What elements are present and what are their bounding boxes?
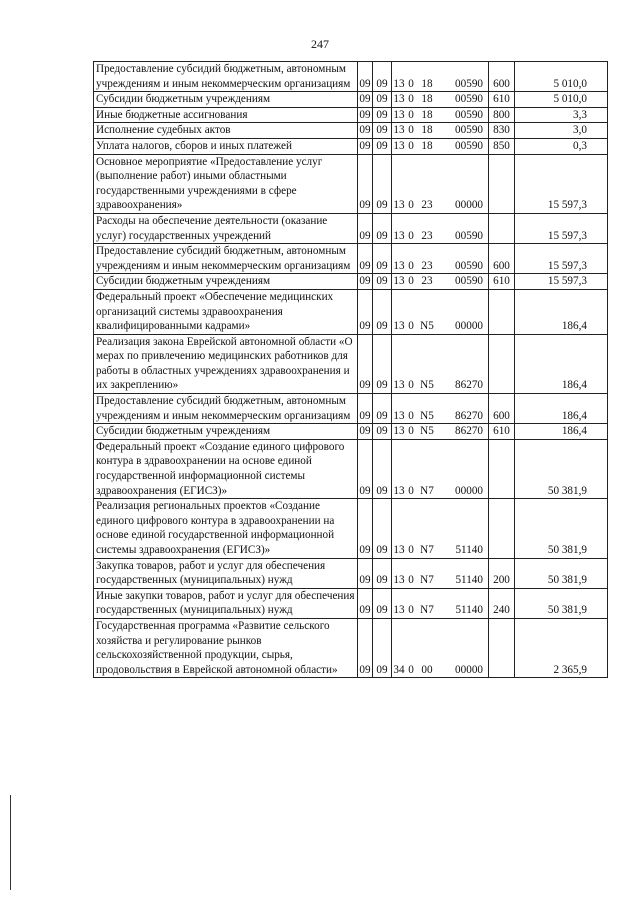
target-code-part: 86270: [455, 379, 483, 392]
table-row: [94, 394, 608, 424]
table-row: [94, 334, 608, 393]
row-rz: 09: [358, 588, 373, 618]
row-rz: 09: [358, 107, 373, 123]
target-code-part: 18: [421, 93, 433, 106]
row-amount: 5 010,0: [515, 62, 608, 92]
row-name: Реализация региональных проектов «Создание единого цифрового контура в здравоохранении на основе единой государственной информационной системы здравоохранения (ЕГИСЗ)»: [94, 499, 358, 558]
target-code-part: 00590: [455, 93, 483, 106]
row-name: Основное мероприятие «Предоставление услуг (выполнение работ) иными областными государственными учреждениями в сфере здравоохранения»: [94, 154, 358, 213]
row-name: Федеральный проект «Создание единого цифрового контура в здравоохранении на основе единой государственной информационной системы здравоохранения (ЕГИСЗ)»: [94, 439, 358, 498]
row-amount: 15 597,3: [515, 244, 608, 274]
row-target-code: [392, 588, 489, 618]
target-code-part: 00590: [455, 139, 483, 152]
row-pr: 09: [373, 289, 392, 334]
target-code-part: 13: [393, 124, 405, 137]
table-row: [94, 274, 608, 290]
row-expense-type: [489, 499, 515, 558]
row-amount: 15 597,3: [515, 274, 608, 290]
row-expense-type: 600: [489, 244, 515, 274]
row-rz: 09: [358, 618, 373, 677]
target-code-part: 0: [408, 663, 414, 676]
target-code-part: 18: [421, 139, 433, 152]
row-expense-type: [489, 618, 515, 677]
row-amount: 186,4: [515, 334, 608, 393]
row-expense-type: [489, 334, 515, 393]
row-pr: 09: [373, 138, 392, 154]
table-row: [94, 62, 608, 92]
row-name: Закупка товаров, работ и услуг для обеспечения государственных (муниципальных) нужд: [94, 558, 358, 588]
row-amount: 3,3: [515, 107, 608, 123]
target-code-part: N7: [420, 544, 434, 556]
target-code-part: 13: [393, 484, 405, 497]
row-amount: 2 365,9: [515, 618, 608, 677]
target-code-part: 0: [408, 320, 414, 333]
table-row: [94, 424, 608, 440]
row-amount: 0,3: [515, 138, 608, 154]
target-code-part: 23: [421, 275, 433, 288]
row-target-code: [392, 154, 489, 213]
row-expense-type: 830: [489, 123, 515, 139]
target-code-part: 13: [393, 574, 405, 587]
target-code-part: 00590: [455, 259, 483, 272]
target-code-part: 13: [393, 199, 405, 212]
row-amount: 186,4: [515, 394, 608, 424]
row-rz: 09: [358, 439, 373, 498]
target-code-part: 23: [421, 229, 433, 242]
row-name: Субсидии бюджетным учреждениям: [94, 424, 358, 440]
target-code-part: 51140: [455, 604, 483, 617]
row-rz: 09: [358, 213, 373, 243]
target-code-part: 0: [408, 484, 414, 497]
row-amount: 5 010,0: [515, 92, 608, 108]
target-code-part: 86270: [455, 425, 483, 438]
row-pr: 09: [373, 107, 392, 123]
target-code-part: 00590: [455, 108, 483, 121]
target-code-part: 13: [393, 320, 405, 333]
target-code-part: 00000: [455, 320, 483, 333]
row-name: Предоставление субсидий бюджетным, автономным учреждениям и иным некоммерческим организациям: [94, 244, 358, 274]
row-name: Предоставление субсидий бюджетным, автономным учреждениям и иным некоммерческим организациям: [94, 394, 358, 424]
row-target-code: [392, 138, 489, 154]
row-target-code: [392, 499, 489, 558]
row-amount: 15 597,3: [515, 213, 608, 243]
table-row: [94, 439, 608, 498]
row-name: Субсидии бюджетным учреждениям: [94, 274, 358, 290]
row-name: Субсидии бюджетным учреждениям: [94, 92, 358, 108]
table-row: [94, 154, 608, 213]
target-code-part: 0: [408, 544, 414, 556]
target-code-part: 0: [408, 574, 414, 587]
row-pr: 09: [373, 618, 392, 677]
target-code-part: 23: [421, 259, 433, 272]
row-rz: 09: [358, 394, 373, 424]
table-row: [94, 289, 608, 334]
target-code-part: 0: [408, 425, 414, 438]
row-pr: 09: [373, 439, 392, 498]
table-row: [94, 618, 608, 677]
row-name: Иные закупки товаров, работ и услуг для обеспечения государственных (муниципальных) нужд: [94, 588, 358, 618]
target-code-part: 00: [421, 663, 433, 676]
row-expense-type: 610: [489, 92, 515, 108]
table-row: [94, 244, 608, 274]
target-code-part: 0: [408, 124, 414, 137]
row-name: Расходы на обеспечение деятельности (оказание услуг) государственных учреждений: [94, 213, 358, 243]
table-row: [94, 123, 608, 139]
target-code-part: 13: [393, 229, 405, 242]
target-code-part: 13: [393, 77, 405, 90]
row-expense-type: 240: [489, 588, 515, 618]
row-target-code: [392, 424, 489, 440]
row-expense-type: [489, 289, 515, 334]
target-code-part: 51140: [455, 544, 483, 556]
row-name: Предоставление субсидий бюджетным, автономным учреждениям и иным некоммерческим организациям: [94, 62, 358, 92]
target-code-part: N7: [420, 484, 434, 497]
table-row: [94, 107, 608, 123]
row-expense-type: 800: [489, 107, 515, 123]
table-row: [94, 499, 608, 558]
row-rz: 09: [358, 244, 373, 274]
target-code-part: 00000: [455, 199, 483, 212]
row-pr: 09: [373, 274, 392, 290]
row-name: Федеральный проект «Обеспечение медицинских организаций системы здравоохранения квалифицированными кадрами»: [94, 289, 358, 334]
row-name: Уплата налогов, сборов и иных платежей: [94, 138, 358, 154]
row-target-code: [392, 123, 489, 139]
target-code-part: 13: [393, 259, 405, 272]
target-code-part: 18: [421, 108, 433, 121]
target-code-part: 00590: [455, 229, 483, 242]
target-code-part: 34: [393, 663, 405, 676]
row-amount: 186,4: [515, 424, 608, 440]
row-pr: 09: [373, 558, 392, 588]
target-code-part: 18: [421, 124, 433, 137]
row-amount: 50 381,9: [515, 558, 608, 588]
target-code-part: 51140: [455, 574, 483, 587]
page-number: 247: [311, 37, 329, 51]
row-rz: 09: [358, 334, 373, 393]
target-code-part: 13: [393, 425, 405, 438]
row-amount: 50 381,9: [515, 499, 608, 558]
target-code-part: 0: [408, 409, 414, 422]
table-row: [94, 138, 608, 154]
row-pr: 09: [373, 424, 392, 440]
row-expense-type: 600: [489, 62, 515, 92]
row-expense-type: 610: [489, 424, 515, 440]
target-code-part: 0: [408, 275, 414, 288]
row-target-code: [392, 558, 489, 588]
row-amount: 15 597,3: [515, 154, 608, 213]
row-target-code: [392, 394, 489, 424]
row-expense-type: 600: [489, 394, 515, 424]
target-code-part: N7: [420, 574, 434, 587]
row-expense-type: 610: [489, 274, 515, 290]
row-rz: 09: [358, 274, 373, 290]
row-pr: 09: [373, 62, 392, 92]
target-code-part: 0: [408, 229, 414, 242]
row-pr: 09: [373, 588, 392, 618]
target-code-part: N5: [420, 409, 434, 422]
target-code-part: 0: [408, 199, 414, 212]
target-code-part: 00590: [455, 275, 483, 288]
row-rz: 09: [358, 123, 373, 139]
row-rz: 09: [358, 154, 373, 213]
row-pr: 09: [373, 334, 392, 393]
target-code-part: 13: [393, 544, 405, 556]
target-code-part: 13: [393, 108, 405, 121]
row-target-code: [392, 244, 489, 274]
target-code-part: 00590: [455, 124, 483, 137]
target-code-part: 00000: [455, 484, 483, 497]
row-target-code: [392, 213, 489, 243]
target-code-part: 23: [421, 199, 433, 212]
row-target-code: [392, 439, 489, 498]
row-expense-type: 200: [489, 558, 515, 588]
target-code-part: 00000: [455, 663, 483, 676]
row-expense-type: 850: [489, 138, 515, 154]
row-amount: 50 381,9: [515, 588, 608, 618]
target-code-part: 13: [393, 139, 405, 152]
budget-table: [93, 61, 608, 678]
row-pr: 09: [373, 213, 392, 243]
target-code-part: N5: [420, 320, 434, 333]
row-target-code: [392, 274, 489, 290]
target-code-part: 00590: [455, 77, 483, 90]
row-target-code: [392, 107, 489, 123]
row-amount: 3,0: [515, 123, 608, 139]
target-code-part: 0: [408, 139, 414, 152]
target-code-part: 13: [393, 604, 405, 617]
row-pr: 09: [373, 123, 392, 139]
target-code-part: 18: [421, 77, 433, 90]
row-rz: 09: [358, 558, 373, 588]
target-code-part: 0: [408, 379, 414, 392]
row-amount: 186,4: [515, 289, 608, 334]
table-row: [94, 588, 608, 618]
target-code-part: 13: [393, 275, 405, 288]
target-code-part: 0: [408, 604, 414, 617]
row-pr: 09: [373, 154, 392, 213]
row-name: Реализация закона Еврейской автономной области «О мерах по привлечению медицинских работников для работы в областных учреждениях здравоохранения и их закреплению»: [94, 334, 358, 393]
row-rz: 09: [358, 289, 373, 334]
row-target-code: [392, 618, 489, 677]
row-rz: 09: [358, 138, 373, 154]
row-name: Исполнение судебных актов: [94, 123, 358, 139]
row-pr: 09: [373, 92, 392, 108]
target-code-part: N7: [420, 604, 434, 617]
row-name: Государственная программа «Развитие сельского хозяйства и регулирование рынков сельскохозяйственной продукции, сырья, продовольствия в Еврейской автономной области»: [94, 618, 358, 677]
table-row: [94, 92, 608, 108]
target-code-part: 0: [408, 93, 414, 106]
row-target-code: [392, 92, 489, 108]
row-pr: 09: [373, 499, 392, 558]
row-expense-type: [489, 154, 515, 213]
target-code-part: 13: [393, 379, 405, 392]
target-code-part: 13: [393, 93, 405, 106]
target-code-part: 0: [408, 77, 414, 90]
row-rz: 09: [358, 499, 373, 558]
target-code-part: 0: [408, 108, 414, 121]
row-pr: 09: [373, 394, 392, 424]
target-code-part: N5: [420, 425, 434, 438]
row-expense-type: [489, 213, 515, 243]
target-code-part: 0: [408, 259, 414, 272]
table-row: [94, 213, 608, 243]
target-code-part: N5: [420, 379, 434, 392]
row-amount: 50 381,9: [515, 439, 608, 498]
row-pr: 09: [373, 244, 392, 274]
target-code-part: 86270: [455, 409, 483, 422]
row-rz: 09: [358, 92, 373, 108]
row-target-code: [392, 334, 489, 393]
table-row: [94, 558, 608, 588]
row-expense-type: [489, 439, 515, 498]
row-target-code: [392, 62, 489, 92]
row-name: Иные бюджетные ассигнования: [94, 107, 358, 123]
row-rz: 09: [358, 424, 373, 440]
row-rz: 09: [358, 62, 373, 92]
row-target-code: [392, 289, 489, 334]
target-code-part: 13: [393, 409, 405, 422]
margin-line: [10, 795, 11, 890]
